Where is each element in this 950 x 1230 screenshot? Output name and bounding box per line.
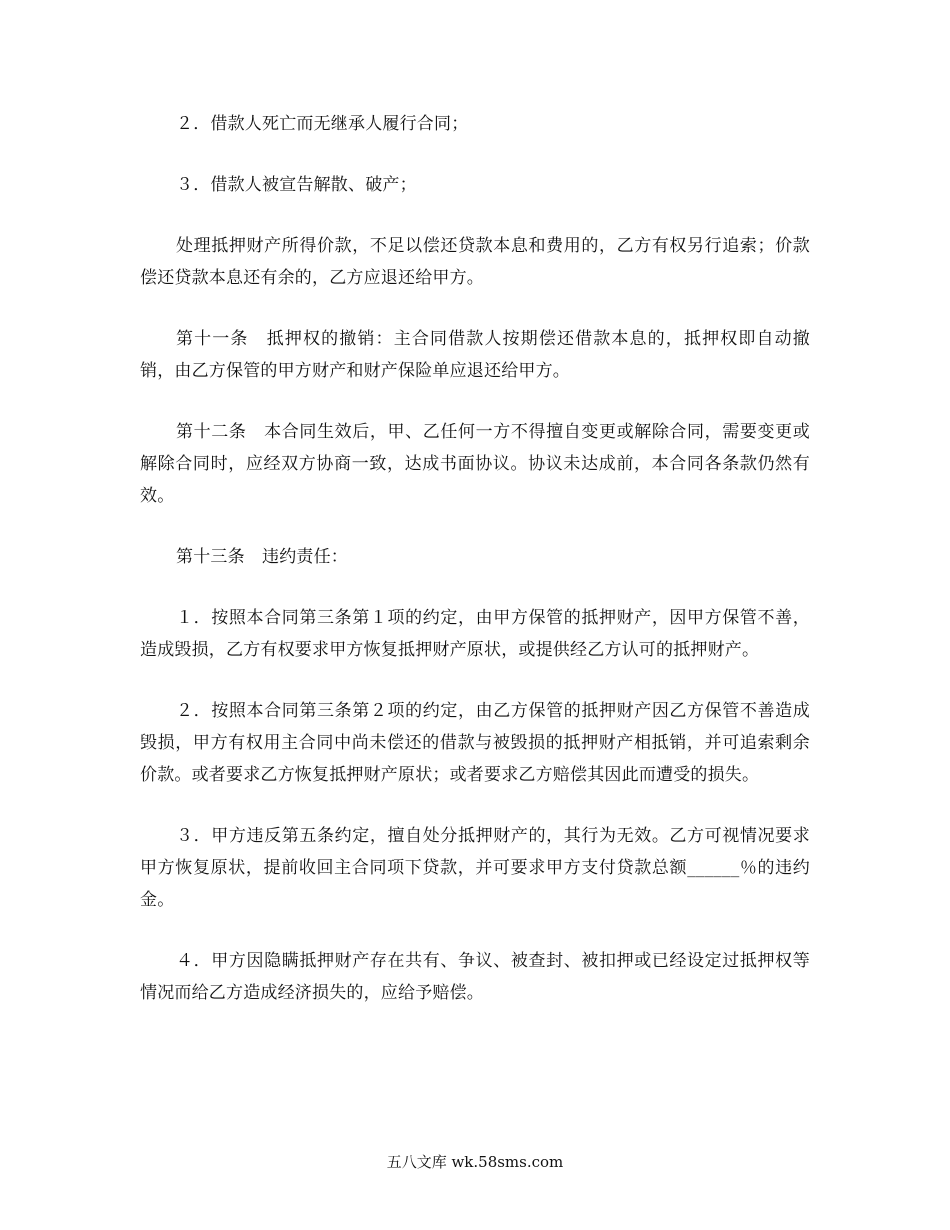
paragraph-article-11: 第十一条 抵押权的撤销：主合同借款人按期偿还借款本息的，抵押权即自动撤销，由乙方保管的甲方财产和财产保险单应退还给甲方。 — [140, 329, 810, 381]
paragraph-liability-1: １．按照本合同第三条第１项的约定，由甲方保管的抵押财产，因甲方保管不善，造成毁损，乙方有权要求甲方恢复抵押财产原状，或提供经乙方认可的抵押财产。 — [140, 608, 810, 660]
paragraph-disposal-proceeds: 处理抵押财产所得价款，不足以偿还贷款本息和费用的，乙方有权另行追索；价款偿还贷款本息还有余的，乙方应退还给甲方。 — [140, 236, 810, 288]
paragraph-liability-4: ４．甲方因隐瞒抵押财产存在共有、争议、被查封、被扣押或已经设定过抵押权等情况而给乙方造成经济损失的，应给予赔偿。 — [140, 951, 810, 1003]
paragraph-liability-2: ２．按照本合同第三条第２项的约定，由乙方保管的抵押财产因乙方保管不善造成毁损，甲方有权用主合同中尚未偿还的借款与被毁损的抵押财产相抵销，并可追索剩余价款。或者要求乙方恢复抵押财产原状；或者要求乙方赔偿其因此而遭受的损失。 — [140, 701, 810, 785]
paragraph-article-13-heading: 第十三条 违约责任： — [176, 547, 348, 567]
paragraph-article-12: 第十二条 本合同生效后，甲、乙任何一方不得擅自变更或解除合同，需要变更或解除合同时，应经双方协商一致，达成书面协议。协议未达成前，本合同各条款仍然有效。 — [140, 422, 810, 506]
paragraph-item-3-bankruptcy: ３．借款人被宣告解散、破产； — [176, 175, 417, 195]
footer-watermark-text: 五八文库 wk.58sms.com — [386, 1153, 564, 1171]
paragraph-liability-3: ３．甲方违反第五条约定，擅自处分抵押财产的，其行为无效。乙方可视情况要求甲方恢复原状，提前收回主合同项下贷款，并可要求甲方支付贷款总额______％的违约金。 — [140, 826, 810, 910]
document-body — [140, 108, 810, 1038]
paragraph-item-2-heir: ２．借款人死亡而无继承人履行合同； — [176, 114, 469, 134]
